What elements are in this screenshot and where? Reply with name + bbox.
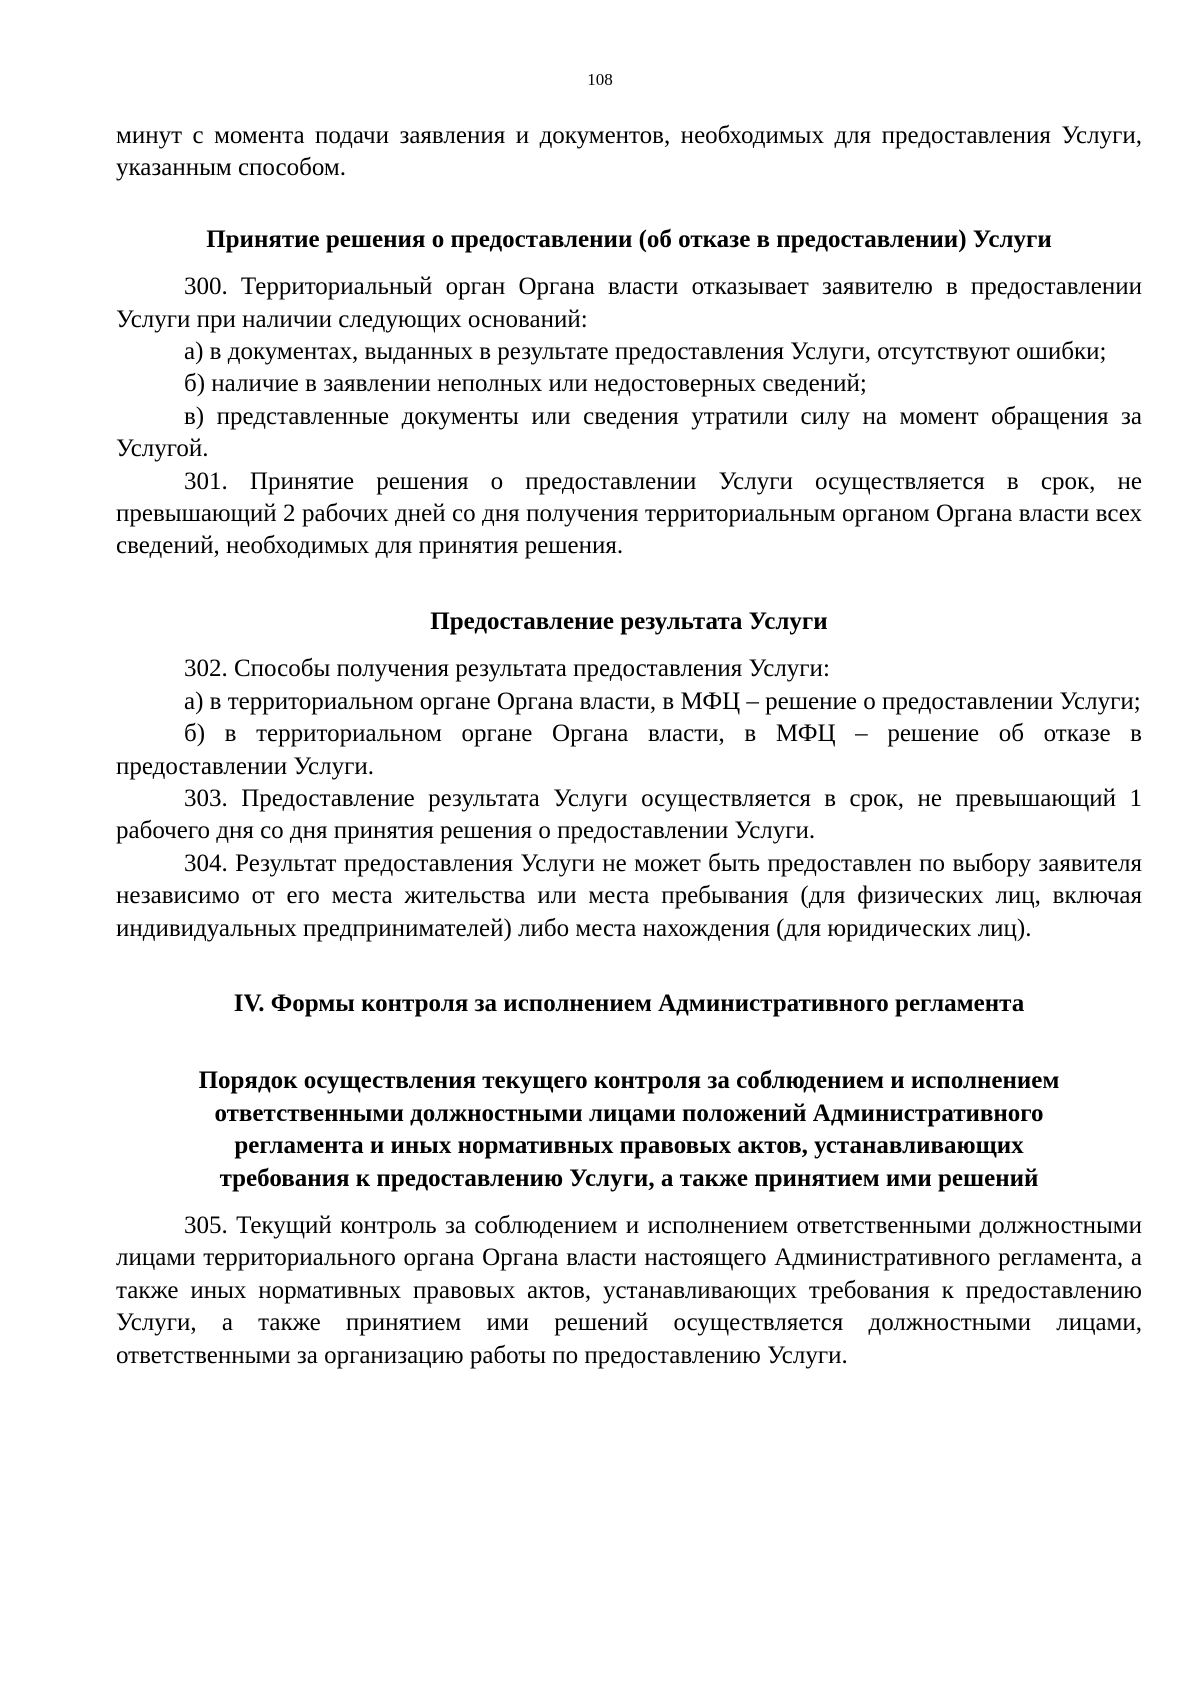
heading-line: регламента и иных нормативных правовых актов, устанавливающих bbox=[234, 1132, 1024, 1160]
section-heading-result: Предоставление результата Услуги bbox=[430, 607, 828, 635]
list-item-a: а) в документах, выданных в результате предоставления Услуги, отсутствуют ошибки; bbox=[184, 338, 1107, 366]
heading-line: ответственными должностными лицами положений Административного bbox=[214, 1099, 1044, 1127]
page-number: 108 bbox=[587, 70, 613, 89]
section-heading-current-control bbox=[116, 1065, 1142, 1195]
list-item-b: б) в территориальном органе Органа власти, в МФЦ – решение об отказе в предоставлении Услуги. bbox=[116, 720, 1142, 780]
heading-line: требования к предоставлению Услуги, а также принятием ими решений bbox=[219, 1164, 1039, 1192]
document-body bbox=[116, 120, 1142, 1372]
paragraph-continuation: минут с момента подачи заявления и документов, необходимых для предоставления Услуги, указанным способом. bbox=[116, 122, 1142, 182]
paragraph-305: 305. Текущий контроль за соблюдением и исполнением ответственными должностными лицами территориального органа Органа власти настоящего Административного регламента, а также иных нормативных правовых актов, устанавливающих требования к предоставлению Услуги, а также принятием ими решений осуществляется должностными лицами, ответственными за организацию работы по предоставлению Услуги. bbox=[116, 1211, 1142, 1369]
paragraph-300: 300. Территориальный орган Органа власти отказывает заявителю в предоставлении Услуги при наличии следующих оснований: bbox=[116, 273, 1142, 333]
paragraph-302: 302. Способы получения результата предоставления Услуги: bbox=[184, 655, 830, 683]
paragraph-301: 301. Принятие решения о предоставлении Услуги осуществляется в срок, не превышающий 2 рабочих дней со дня получения территориальным органом Органа власти всех сведений, необходимых для принятия решения. bbox=[116, 467, 1142, 560]
paragraph-303: 303. Предоставление результата Услуги осуществляется в срок, не превышающий 1 рабочего дня со дня принятия решения о предоставлении Услуги. bbox=[116, 784, 1142, 845]
section-heading-decision: Принятие решения о предоставлении (об отказе в предоставлении) Услуги bbox=[206, 225, 1052, 253]
list-item-a: а) в территориальном органе Органа власти, в МФЦ – решение о предоставлении Услуги; bbox=[184, 687, 1141, 715]
list-item-v: в) представленные документы или сведения утратили силу на момент обращения за Услугой. bbox=[116, 402, 1142, 463]
chapter-heading-control: IV. Формы контроля за исполнением Административного регламента bbox=[233, 989, 1025, 1017]
paragraph-304: 304. Результат предоставления Услуги не может быть предоставлен по выбору заявителя независимо от его места жительства или места пребывания (для физических лиц, включая индивидуальных предпринимателей) либо места нахождения (для юридических лиц). bbox=[116, 849, 1142, 942]
heading-line: Порядок осуществления текущего контроля за соблюдением и исполнением bbox=[198, 1067, 1060, 1095]
list-item-b: б) наличие в заявлении неполных или недостоверных сведений; bbox=[184, 370, 867, 398]
